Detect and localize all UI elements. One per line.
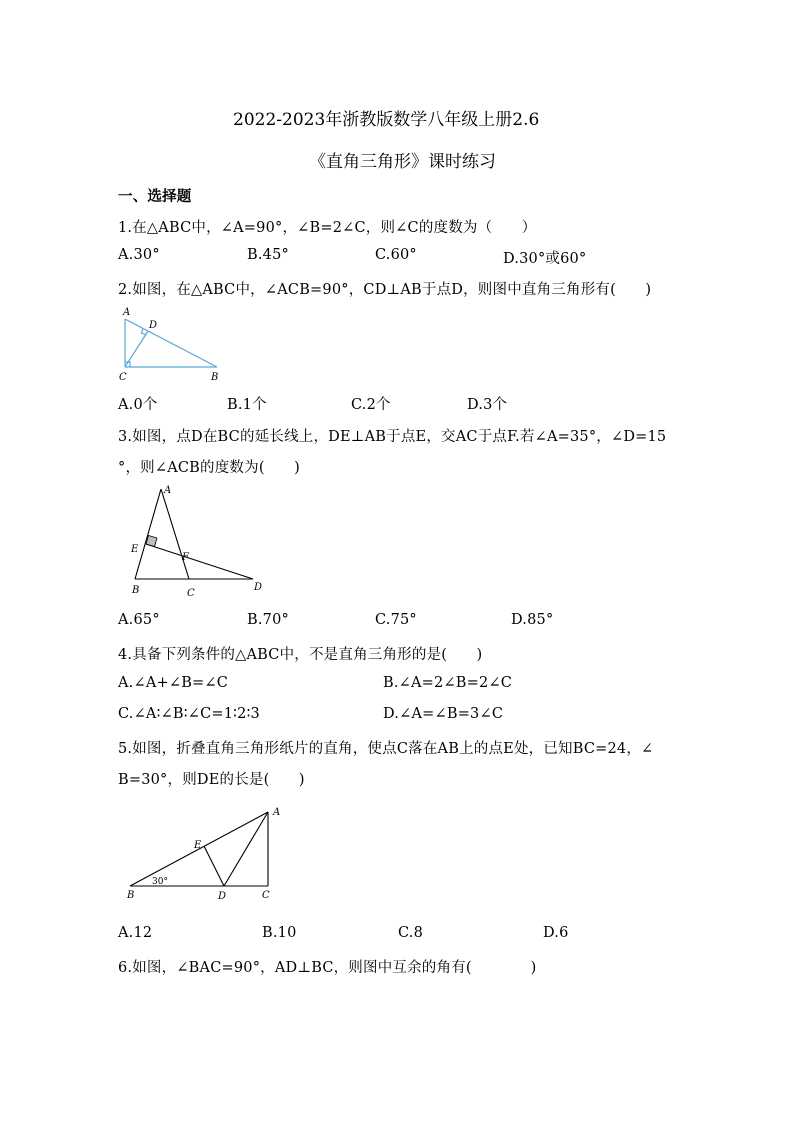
segment-ab xyxy=(125,319,217,367)
segment-ed xyxy=(146,544,253,579)
question-2-option-a: A.0个 xyxy=(118,397,158,413)
question-2-stem: 2.如图，在△ABC中，∠ACB=90°，CD⊥AB于点D，则图中直角三角形有( ) xyxy=(118,282,652,298)
label-a: A xyxy=(273,807,281,818)
question-1-stem: 1.在△ABC中，∠A=90°，∠B=2∠C，则∠C的度数为（ ） xyxy=(118,220,537,236)
label-b: B xyxy=(132,585,140,596)
label-d: D xyxy=(218,891,227,902)
question-5-option-c: C.8 xyxy=(398,925,424,941)
label-d: D xyxy=(149,320,158,331)
question-2-option-b: B.1个 xyxy=(227,397,267,413)
question-5-stem-line-2: B=30°，则DE的长是( ) xyxy=(118,772,305,788)
segment-ad xyxy=(224,812,268,886)
question-1-option-c: C.60° xyxy=(375,247,417,263)
label-c: C xyxy=(262,890,270,901)
question-5-option-a: A.12 xyxy=(118,925,153,941)
label-e: E xyxy=(194,840,202,851)
question-5-stem-line-1: 5.如图，折叠直角三角形纸片的直角，使点C落在AB上的点E处，已知BC=24，∠ xyxy=(118,741,654,757)
question-3-figure xyxy=(125,483,270,601)
question-2-option-d: D.3个 xyxy=(467,397,508,413)
question-4-option-c: C.∠A∶∠B∶∠C=1∶2∶3 xyxy=(118,706,260,722)
title-line-2: 《直角三角形》课时练习 xyxy=(309,152,496,172)
label-c: C xyxy=(119,372,127,383)
section-heading: 一、选择题 xyxy=(118,188,192,205)
label-e: E xyxy=(131,544,139,555)
label-c: C xyxy=(187,588,195,599)
label-f: F xyxy=(182,552,189,563)
label-a: A xyxy=(123,307,131,318)
label-a: A xyxy=(164,485,172,496)
question-3-option-a: A.65° xyxy=(118,612,160,628)
question-4-option-a: A.∠A+∠B=∠C xyxy=(118,675,229,691)
question-3-stem-line-1: 3.如图，点D在BC的延长线上，DE⊥AB于点E，交AC于点F.若∠A=35°，∠D=15 xyxy=(118,429,667,445)
question-5-option-d: D.6 xyxy=(543,925,569,941)
question-4-stem: 4.具备下列条件的△ABC中，不是直角三角形的是( ) xyxy=(118,647,483,663)
question-2-figure xyxy=(115,305,225,385)
right-angle-mark-e xyxy=(146,536,157,547)
label-d: D xyxy=(254,582,263,593)
segment-ab xyxy=(135,489,161,579)
question-1-option-b: B.45° xyxy=(247,247,289,263)
question-3-option-b: B.70° xyxy=(247,612,289,628)
title-line-1: 2022-2023年浙教版数学八年级上册2.6 xyxy=(233,110,540,130)
label-b: B xyxy=(127,890,135,901)
label-b: B xyxy=(211,372,219,383)
question-5-option-b: B.10 xyxy=(262,925,297,941)
question-1-option-a: A.30° xyxy=(118,247,160,263)
question-4-option-b: B.∠A=2∠B=2∠C xyxy=(383,675,513,691)
question-3-option-d: D.85° xyxy=(511,612,554,628)
question-2-option-c: C.2个 xyxy=(351,397,391,413)
question-6-stem: 6.如图，∠BAC=90°，AD⊥BC，则图中互余的角有( ) xyxy=(118,960,537,976)
question-5-figure xyxy=(120,800,290,902)
segment-ed xyxy=(204,846,224,886)
question-1-option-d: D.30°或60° xyxy=(503,251,587,267)
label-angle-30: 30° xyxy=(152,877,168,887)
question-3-stem-line-2: °，则∠ACB的度数为( ) xyxy=(118,460,300,476)
segment-ac xyxy=(161,489,189,579)
question-4-option-d: D.∠A=∠B=3∠C xyxy=(383,706,504,722)
question-3-option-c: C.75° xyxy=(375,612,417,628)
